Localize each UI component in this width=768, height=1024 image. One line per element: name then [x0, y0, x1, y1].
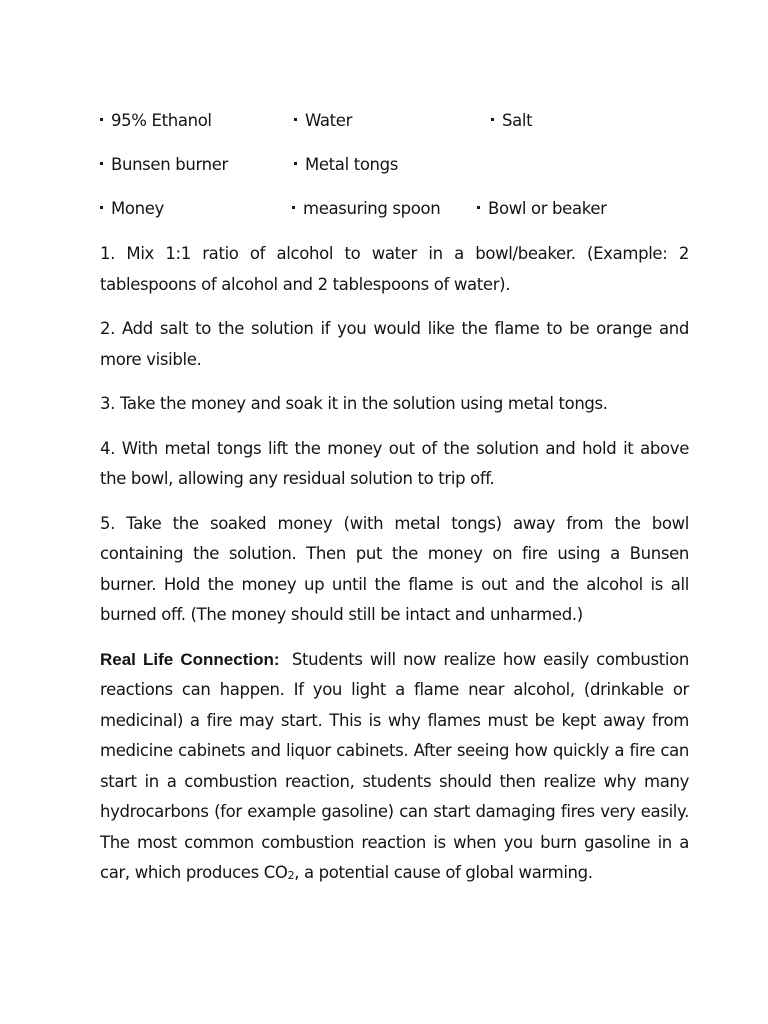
step-4: 4. With metal tongs lift the money out of the solution and hold it above the bowl, allowing any residual solution to trip off.	[100, 438, 689, 488]
bullet-icon	[294, 118, 297, 121]
materials-row	[100, 193, 689, 237]
bullet-icon	[294, 162, 297, 165]
material-item	[100, 149, 228, 181]
material-label: Money	[111, 199, 164, 218]
real-life-connection-label: Real Life Connection:	[100, 649, 280, 669]
material-item	[477, 193, 607, 225]
material-item	[294, 149, 398, 181]
material-item	[100, 193, 164, 225]
material-item	[100, 105, 212, 137]
real-life-connection-text: Students will now realize how easily combustion reactions can happen. If you light a flame near alcohol, (drinkable or medicinal) a fire may start. This is why flames must be kept away from medicine cabinets and liquor cabinets. After seeing how quickly a fire can start in a combustion reaction, students should then realize why many hydrocarbons (for example gasoline) can start damaging fires very easily. The most common combustion reaction is when you burn gasoline in a car, which produces CO	[100, 649, 689, 882]
step-2: 2. Add salt to the solution if you would like the flame to be orange and more visible.	[100, 319, 689, 369]
bullet-icon	[477, 206, 480, 209]
material-label: Metal tongs	[305, 155, 399, 174]
bullet-icon	[491, 118, 494, 121]
real-life-connection-text-end: , a potential cause of global warming.	[294, 863, 593, 882]
material-label: 95% Ethanol	[111, 111, 212, 130]
real-life-connection	[100, 645, 689, 889]
material-label: measuring spoon	[303, 199, 441, 218]
material-label: Water	[305, 111, 353, 130]
bullet-icon	[100, 162, 103, 165]
material-item	[491, 105, 532, 137]
materials-row	[100, 105, 689, 149]
bullet-icon	[292, 206, 295, 209]
material-label: Salt	[502, 111, 533, 130]
materials-row	[100, 149, 689, 193]
step-5: 5. Take the soaked money (with metal tongs) away from the bowl containing the solution. Then put the money on fire using a Bunsen burner. Hold the money up until the flame is out and the alcohol is all burned off. (The money should still be intact and unharmed.)	[100, 513, 689, 624]
material-item	[292, 193, 440, 225]
co2-subscript: 2	[287, 869, 295, 882]
bullet-icon	[100, 206, 103, 209]
step-1: 1. Mix 1:1 ratio of alcohol to water in a bowl/beaker. (Example: 2 tablespoons of alcohol and 2 tablespoons of water).	[100, 244, 689, 294]
procedure-steps	[100, 239, 689, 631]
document-page	[100, 105, 689, 903]
material-label: Bunsen burner	[111, 155, 228, 174]
material-label: Bowl or beaker	[488, 199, 607, 218]
material-item	[294, 105, 352, 137]
step-3: 3. Take the money and soak it in the solution using metal tongs.	[100, 394, 608, 413]
materials-list	[100, 105, 689, 237]
bullet-icon	[100, 118, 103, 121]
